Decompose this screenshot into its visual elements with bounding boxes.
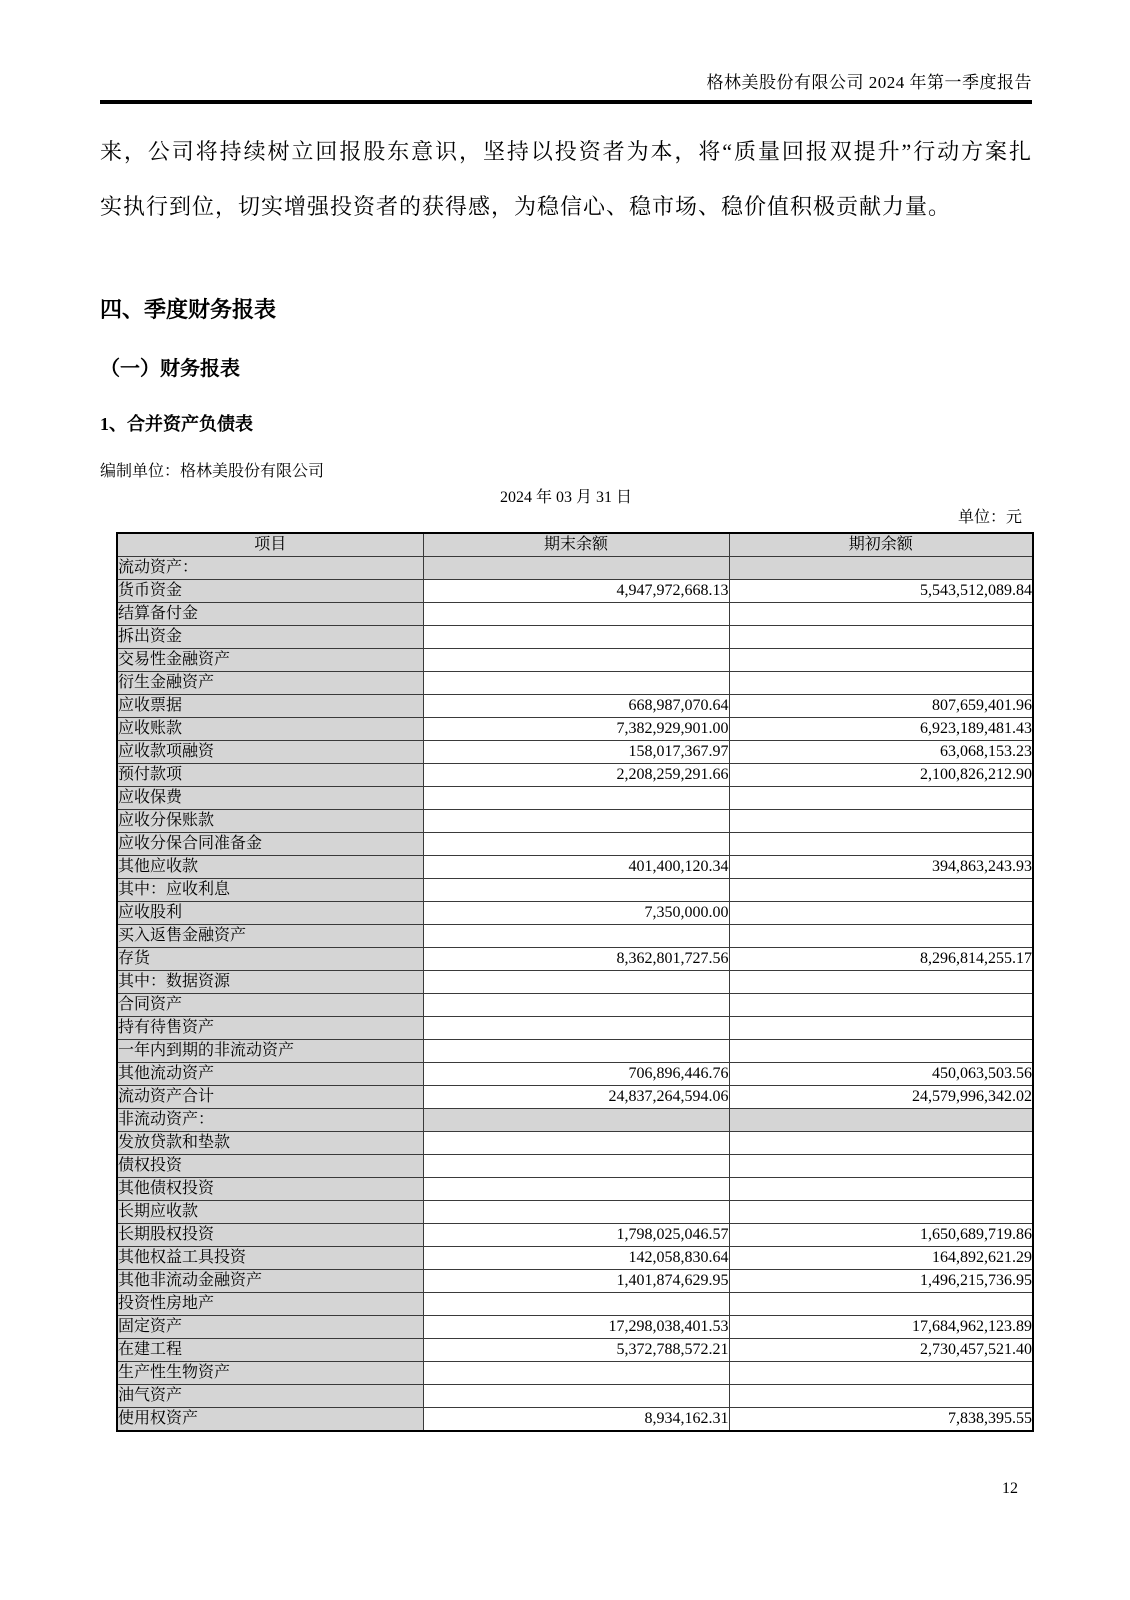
end-balance-cell: 17,298,038,401.53 — [423, 1316, 729, 1339]
table-row — [117, 718, 1033, 741]
row-label-cell: 结算备付金 — [117, 603, 423, 626]
row-label-cell: 应收账款 — [117, 718, 423, 741]
row-label-cell: 流动资产： — [117, 557, 423, 580]
begin-balance-cell — [729, 810, 1033, 833]
table-row — [117, 557, 1033, 580]
column-header-ending-balance: 期末余额 — [423, 533, 729, 557]
table-row — [117, 764, 1033, 787]
begin-balance-cell: 394,863,243.93 — [729, 856, 1033, 879]
table-row — [117, 1132, 1033, 1155]
begin-balance-cell — [729, 1155, 1033, 1178]
section-heading-quarterly-statements: 四、季度财务报表 — [100, 297, 277, 322]
table-row — [117, 695, 1033, 718]
unit-label: 单位：元 — [957, 509, 1022, 526]
body-paragraph — [100, 124, 1032, 234]
begin-balance-cell — [729, 1040, 1033, 1063]
row-label-cell: 生产性生物资产 — [117, 1362, 423, 1385]
begin-balance-cell: 17,684,962,123.89 — [729, 1316, 1033, 1339]
end-balance-cell — [423, 649, 729, 672]
begin-balance-cell — [729, 557, 1033, 580]
table-row — [117, 1017, 1033, 1040]
begin-balance-cell — [729, 879, 1033, 902]
begin-balance-cell — [729, 971, 1033, 994]
row-label-cell: 应收分保账款 — [117, 810, 423, 833]
begin-balance-cell: 7,838,395.55 — [729, 1408, 1033, 1432]
row-label-cell: 应收款项融资 — [117, 741, 423, 764]
end-balance-cell — [423, 879, 729, 902]
end-balance-cell — [423, 833, 729, 856]
end-balance-cell: 5,372,788,572.21 — [423, 1339, 729, 1362]
row-label-cell: 一年内到期的非流动资产 — [117, 1040, 423, 1063]
begin-balance-cell: 6,923,189,481.43 — [729, 718, 1033, 741]
table-row — [117, 1270, 1033, 1293]
begin-balance-cell: 24,579,996,342.02 — [729, 1086, 1033, 1109]
end-balance-cell — [423, 1201, 729, 1224]
table-row — [117, 741, 1033, 764]
end-balance-cell — [423, 971, 729, 994]
end-balance-cell — [423, 557, 729, 580]
row-label-cell: 长期应收款 — [117, 1201, 423, 1224]
end-balance-cell: 706,896,446.76 — [423, 1063, 729, 1086]
statement-date: 2024 年 03 月 31 日 — [499, 489, 632, 506]
end-balance-cell — [423, 925, 729, 948]
table-row — [117, 626, 1033, 649]
end-balance-cell: 7,382,929,901.00 — [423, 718, 729, 741]
table-row — [117, 1155, 1033, 1178]
column-header-beginning-balance: 期初余额 — [729, 533, 1033, 557]
table-row — [117, 879, 1033, 902]
prepared-by-line: 编制单位：格林美股份有限公司 — [100, 463, 325, 480]
begin-balance-cell — [729, 787, 1033, 810]
row-label-cell: 流动资产合计 — [117, 1086, 423, 1109]
table-row — [117, 1201, 1033, 1224]
table-row — [117, 1040, 1033, 1063]
begin-balance-cell — [729, 1178, 1033, 1201]
report-header-title: 格林美股份有限公司 2024 年第一季度报告 — [706, 73, 1032, 92]
table-row — [117, 1385, 1033, 1408]
begin-balance-cell — [729, 1017, 1033, 1040]
row-label-cell: 固定资产 — [117, 1316, 423, 1339]
begin-balance-cell — [729, 833, 1033, 856]
end-balance-cell: 142,058,830.64 — [423, 1247, 729, 1270]
end-balance-cell: 4,947,972,668.13 — [423, 580, 729, 603]
row-label-cell: 其他非流动金融资产 — [117, 1270, 423, 1293]
end-balance-cell — [423, 1132, 729, 1155]
balance-sheet-table — [116, 532, 1034, 1432]
begin-balance-cell: 63,068,153.23 — [729, 741, 1033, 764]
begin-balance-cell — [729, 1385, 1033, 1408]
table-row — [117, 925, 1033, 948]
end-balance-cell — [423, 626, 729, 649]
begin-balance-cell — [729, 603, 1033, 626]
page-content — [100, 0, 1032, 1432]
table-row — [117, 1293, 1033, 1316]
table-row — [117, 672, 1033, 695]
table-row — [117, 1408, 1033, 1432]
table-header-row — [117, 533, 1033, 557]
row-label-cell: 其中：数据资源 — [117, 971, 423, 994]
table-row — [117, 580, 1033, 603]
end-balance-cell: 2,208,259,291.66 — [423, 764, 729, 787]
table-row — [117, 1316, 1033, 1339]
table-row — [117, 810, 1033, 833]
begin-balance-cell: 2,100,826,212.90 — [729, 764, 1033, 787]
end-balance-cell — [423, 1017, 729, 1040]
end-balance-cell — [423, 994, 729, 1017]
table-row — [117, 902, 1033, 925]
begin-balance-cell: 2,730,457,521.40 — [729, 1339, 1033, 1362]
row-label-cell: 其他权益工具投资 — [117, 1247, 423, 1270]
table-row — [117, 856, 1033, 879]
end-balance-cell — [423, 1385, 729, 1408]
row-label-cell: 债权投资 — [117, 1155, 423, 1178]
row-label-cell: 拆出资金 — [117, 626, 423, 649]
begin-balance-cell — [729, 1201, 1033, 1224]
row-label-cell: 其他债权投资 — [117, 1178, 423, 1201]
begin-balance-cell: 450,063,503.56 — [729, 1063, 1033, 1086]
row-label-cell: 发放贷款和垫款 — [117, 1132, 423, 1155]
end-balance-cell: 668,987,070.64 — [423, 695, 729, 718]
begin-balance-cell — [729, 1109, 1033, 1132]
statement-heading-consolidated-balance-sheet: 1、合并资产负债表 — [100, 414, 253, 434]
column-header-item: 项目 — [117, 533, 423, 557]
table-row — [117, 994, 1033, 1017]
row-label-cell: 交易性金融资产 — [117, 649, 423, 672]
end-balance-cell — [423, 672, 729, 695]
page-number: 12 — [1002, 1480, 1018, 1497]
table-row — [117, 1339, 1033, 1362]
end-balance-cell — [423, 1362, 729, 1385]
table-row — [117, 1178, 1033, 1201]
header-divider-rule — [100, 100, 1032, 104]
row-label-cell: 其中：应收利息 — [117, 879, 423, 902]
subsection-heading-financial-statements: （一）财务报表 — [100, 358, 240, 380]
row-label-cell: 非流动资产： — [117, 1109, 423, 1132]
row-label-cell: 衍生金融资产 — [117, 672, 423, 695]
end-balance-cell: 8,362,801,727.56 — [423, 948, 729, 971]
row-label-cell: 其他流动资产 — [117, 1063, 423, 1086]
end-balance-cell — [423, 810, 729, 833]
table-row — [117, 649, 1033, 672]
row-label-cell: 使用权资产 — [117, 1408, 423, 1432]
end-balance-cell — [423, 1178, 729, 1201]
begin-balance-cell: 807,659,401.96 — [729, 695, 1033, 718]
table-row — [117, 948, 1033, 971]
begin-balance-cell: 8,296,814,255.17 — [729, 948, 1033, 971]
balance-sheet-body — [117, 557, 1033, 1432]
table-row — [117, 1063, 1033, 1086]
end-balance-cell: 1,798,025,046.57 — [423, 1224, 729, 1247]
end-balance-cell — [423, 1293, 729, 1316]
begin-balance-cell — [729, 1293, 1033, 1316]
begin-balance-cell — [729, 994, 1033, 1017]
table-row — [117, 833, 1033, 856]
end-balance-cell: 24,837,264,594.06 — [423, 1086, 729, 1109]
begin-balance-cell — [729, 1362, 1033, 1385]
end-balance-cell: 8,934,162.31 — [423, 1408, 729, 1432]
row-label-cell: 持有待售资产 — [117, 1017, 423, 1040]
end-balance-cell — [423, 603, 729, 626]
table-row — [117, 1224, 1033, 1247]
row-label-cell: 货币资金 — [117, 580, 423, 603]
end-balance-cell — [423, 1040, 729, 1063]
end-balance-cell — [423, 1109, 729, 1132]
row-label-cell: 预付款项 — [117, 764, 423, 787]
begin-balance-cell — [729, 626, 1033, 649]
paragraph-line: 实执行到位，切实增强投资者的获得感，为稳信心、稳市场、稳价值积极贡献力量。 — [100, 194, 952, 219]
end-balance-cell: 158,017,367.97 — [423, 741, 729, 764]
table-row — [117, 1086, 1033, 1109]
table-row — [117, 971, 1033, 994]
begin-balance-cell: 1,650,689,719.86 — [729, 1224, 1033, 1247]
row-label-cell: 应收股利 — [117, 902, 423, 925]
end-balance-cell — [423, 1155, 729, 1178]
begin-balance-cell — [729, 649, 1033, 672]
begin-balance-cell: 1,496,215,736.95 — [729, 1270, 1033, 1293]
row-label-cell: 应收票据 — [117, 695, 423, 718]
row-label-cell: 应收分保合同准备金 — [117, 833, 423, 856]
begin-balance-cell — [729, 672, 1033, 695]
table-row — [117, 1109, 1033, 1132]
row-label-cell: 其他应收款 — [117, 856, 423, 879]
row-label-cell: 应收保费 — [117, 787, 423, 810]
table-row — [117, 787, 1033, 810]
table-row — [117, 603, 1033, 626]
row-label-cell: 油气资产 — [117, 1385, 423, 1408]
end-balance-cell: 401,400,120.34 — [423, 856, 729, 879]
end-balance-cell — [423, 787, 729, 810]
begin-balance-cell — [729, 1132, 1033, 1155]
row-label-cell: 长期股权投资 — [117, 1224, 423, 1247]
row-label-cell: 投资性房地产 — [117, 1293, 423, 1316]
begin-balance-cell: 164,892,621.29 — [729, 1247, 1033, 1270]
paragraph-line: 来，公司将持续树立回报股东意识，坚持以投资者为本，将“质量回报双提升”行动方案扎 — [100, 139, 1032, 164]
begin-balance-cell: 5,543,512,089.84 — [729, 580, 1033, 603]
table-row — [117, 1247, 1033, 1270]
row-label-cell: 买入返售金融资产 — [117, 925, 423, 948]
begin-balance-cell — [729, 902, 1033, 925]
row-label-cell: 在建工程 — [117, 1339, 423, 1362]
end-balance-cell: 1,401,874,629.95 — [423, 1270, 729, 1293]
end-balance-cell: 7,350,000.00 — [423, 902, 729, 925]
row-label-cell: 合同资产 — [117, 994, 423, 1017]
row-label-cell: 存货 — [117, 948, 423, 971]
table-row — [117, 1362, 1033, 1385]
begin-balance-cell — [729, 925, 1033, 948]
